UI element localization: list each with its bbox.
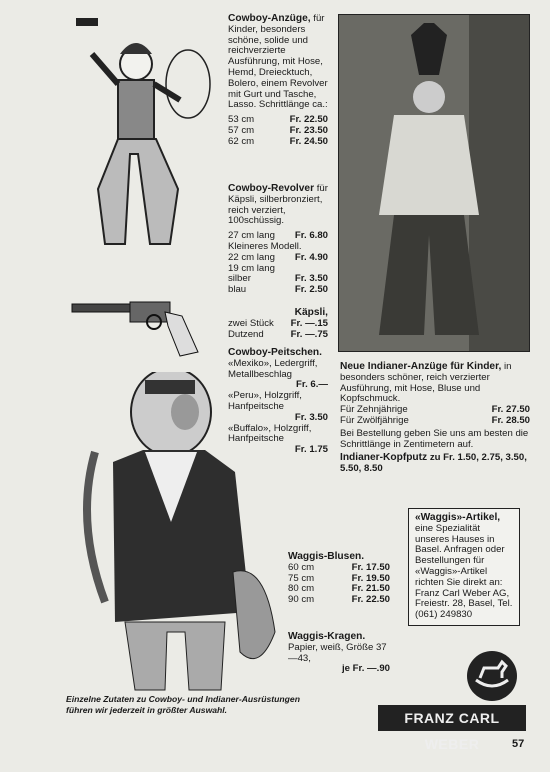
waggis-blouses-section xyxy=(288,552,390,606)
waggis-box-title: «Waggis»-Artikel, xyxy=(415,512,501,523)
waggis-info-box xyxy=(408,508,520,626)
waggis-collars-price: je Fr. —.90 xyxy=(342,663,390,675)
price-row: 90 cm Fr. 22.50 xyxy=(288,594,390,606)
indian-suits-note: Bei Bestellung geben Sie uns am besten die Schrittlänge in Zentimetern auf. xyxy=(340,427,529,450)
kapsli-section xyxy=(228,308,328,340)
revolver-prices xyxy=(228,231,328,296)
indian-suits-title: Neue Indianer-Anzüge für Kinder, xyxy=(340,361,502,372)
rocking-horse-logo-icon xyxy=(462,650,522,702)
whips-title: Cowboy-Peitschen. xyxy=(228,347,322,358)
price-row: Kleineres Modell. xyxy=(228,240,302,252)
price-row: 57 cm Fr. 23.50 xyxy=(228,124,328,136)
price-row: Dutzend Fr. —.75 xyxy=(228,328,328,340)
brand-banner: FRANZ CARL WEBER xyxy=(378,705,526,731)
waggis-blouses-title: Waggis-Blusen. xyxy=(288,551,365,562)
cowboy-suits-section xyxy=(228,14,328,148)
indian-suits-text: in besonders schöner, reich verzierter Ausführung, mit Hose, Bluse und Kopfschmuck. xyxy=(340,361,512,405)
indian-suit-photo xyxy=(338,14,530,352)
whip-buffalo: «Buffalo», Holzgriff, Hanfpeitsche xyxy=(228,422,312,445)
revolver-illustration xyxy=(70,296,210,360)
waggis-collars-title: Waggis-Kragen. xyxy=(288,631,366,642)
whips-section xyxy=(228,348,328,456)
indian-child-figure xyxy=(339,15,529,351)
price-row: Für Zehnjährige Fr. 27.50 xyxy=(340,404,530,416)
whip-peru: «Peru», Holzgriff, Hanfpeitsche xyxy=(228,390,302,412)
price-row: 75 cm Fr. 19.50 xyxy=(288,572,390,584)
whip-mexiko: «Mexiko», Ledergriff, Metallbeschlag xyxy=(228,357,318,380)
price-row: 27 cm lang Fr. 6.80 xyxy=(228,230,328,242)
price-row: 53 cm Fr. 22.50 xyxy=(228,114,328,126)
cowboy-suits-prices xyxy=(228,115,328,147)
cowboy-illustration xyxy=(70,14,220,264)
page-number: 57 xyxy=(512,738,525,750)
price-row: zwei Stück Fr. —.15 xyxy=(228,317,328,329)
whip-mexiko-price: Fr. 6.— xyxy=(296,379,328,391)
headdress-prices: zu Fr. 1.50, 2.75, 3.50, 5.50, 8.50 xyxy=(340,452,527,475)
revolver-title: Cowboy-Revolver xyxy=(228,183,315,194)
price-row: blau Fr. 2.50 xyxy=(228,284,328,296)
price-row: silber Fr. 3.50 xyxy=(228,273,328,285)
whip-buffalo-price: Fr. 1.75 xyxy=(294,444,328,456)
price-row: 62 cm Fr. 24.50 xyxy=(228,135,328,147)
price-row: 19 cm lang xyxy=(228,262,275,274)
revolver-text: für Käpsli, silberbronziert, reich verziert, 100schüssig. xyxy=(228,183,328,227)
cowboy-suits-text: für Kinder, besonders schöne, solide und reichverzierte Ausführung, mit Hose, Hemd, Dreiecktuch, Bolero, einem Revolver mit Gurt und Tasche, Lasso. Schrittlänge ca.: xyxy=(228,13,328,111)
price-row: Für Zwölfjährige Fr. 28.50 xyxy=(340,414,530,426)
headdress-title: Indianer-Kopfputz xyxy=(340,452,428,464)
kapsli-title: Käpsli, xyxy=(294,307,328,318)
whip-peru-price: Fr. 3.50 xyxy=(294,411,328,423)
price-row: 22 cm lang Fr. 4.90 xyxy=(228,251,328,263)
cowboy-suits-title: Cowboy-Anzüge, xyxy=(228,13,311,24)
waggis-collars-text: Papier, weiß, Größe 37—43, xyxy=(288,641,387,664)
revolver-section xyxy=(228,184,328,296)
footer-note: Einzelne Zutaten zu Cowboy- und Indianer-Ausrüstungen führen wir jederzeit in größter Auswahl. xyxy=(66,694,300,715)
indian-suits-section xyxy=(340,362,530,475)
price-row: 80 cm Fr. 21.50 xyxy=(288,583,390,595)
waggis-box-text: eine Spezialität unseres Hauses in Basel. Anfragen oder Bestellungen für «Waggis»-Artikel richten Sie direkt an: Franz Carl Weber AG, Freiestr. 28, Basel, Tel. (061) 249830 xyxy=(415,522,513,621)
waggis-collars-section xyxy=(288,632,390,675)
price-row: 60 cm Fr. 17.50 xyxy=(288,561,390,573)
